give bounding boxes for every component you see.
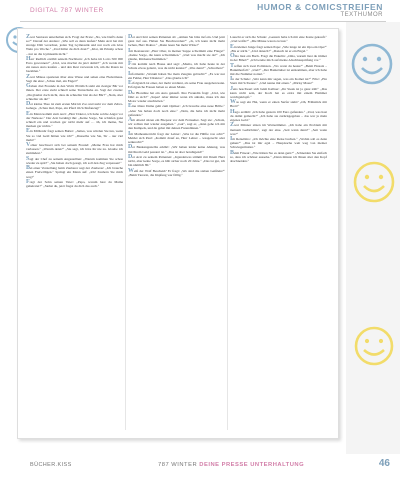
joke-paragraph	[128, 35, 225, 47]
joke-text: eiß der Wolf Bescheid? Er fragt: „Wo sind die sieben Geißlein?“ „Beim Tierarzt, die Impfung war fällig.“	[128, 168, 225, 177]
joke-text: nformatik: „Warum haben Sie mein Zeugnis gelöscht?“ „Es war nur ein Fehler, Herr Direktor.“ „Das glaube ich!“	[128, 71, 225, 80]
joke-paragraph	[128, 91, 225, 103]
joke-paragraph	[128, 104, 225, 116]
header-issue-label: DIGITAL 787 WINTER	[30, 7, 104, 14]
joke-text: ragt der Sohn seinen Vater: „Papa, warum hast du Mama geheiratet?“ „Siehst du, jetzt fragst du dich das auch.“	[26, 179, 123, 189]
joke-text: er Bankangestellte erklärt: „Wir haben leider keine Ahnung, was mit Ihrem Geld passiert ist.“ „Das ist aber beruhigend!“	[128, 145, 225, 154]
drop-initial: D	[128, 144, 133, 151]
page-header	[0, 0, 400, 22]
joke-text: in Mann kommt zum Arzt: „Herr Doktor, ich habe solche Angst vor der Narkose.“ Der Arzt beruhigt ihn: „Keine Sorge, Sie schlafen ganz schnell ein und wachen gar nicht mehr auf … äh, ich meine, Sie merken gar nichts.“	[26, 111, 123, 129]
joke-paragraph	[128, 132, 225, 144]
joke-text: ugo erzählt: „Ich habe gestern 100 Euro gefunden.“ „Und, was hast du damit gemacht?“ „Ich habe sie zurückgegeben – das war ja mein eigenes Geld.“	[230, 109, 327, 123]
drop-initial: E	[26, 110, 31, 117]
drop-initial: Z	[26, 73, 31, 80]
drop-initial: E	[128, 80, 133, 87]
joke-paragraph	[128, 155, 225, 167]
joke-paragraph	[230, 137, 327, 149]
joke-text: err Redlich erzählt seinem Nachbarn: „Ich habe im Lotto 500 000 Euro gewonnen!“ „Und, was machst du jetzt damit?“ „Ich werde mir ein neues Auto kaufen – und den Rest verwende ich, um die Raten zu bezahlen.“	[26, 56, 123, 74]
joke-text: ritz kommt nach Hause und sagt: „Mama, ich habe heute in der Schule etwas gelernt, was du nicht kannst!“ „Was denn?“ „Schreiben!“	[128, 62, 225, 71]
footer-issue	[158, 462, 304, 468]
drop-initial: B	[26, 165, 31, 172]
joke-paragraph	[26, 166, 123, 178]
side-panel	[346, 22, 400, 454]
joke-paragraph	[230, 87, 327, 99]
joke-text: ens beschwert sich beim Kellner: „Ihr Steak ist ja ganz zäh!“ „Das kann nicht sein, der Koch hat es extra mit einem Hammer weichgeklopft.“	[230, 86, 327, 99]
drop-initial: O	[230, 53, 235, 59]
drop-initial: Z	[26, 34, 31, 40]
joke-text: wei Männer sitzen im Wartezimmer. „Ich habe ein Problem mit meinem Gedächtnis“, sagt der eine. „Seit wann denn?“ „Seit wann was?“	[230, 123, 327, 136]
joke-text: in Millionär fragt seinen Butler: „James, was würden Sie tun, wenn Sie so viel Geld hätten wie ich?“ „Dasselbe wie Sie, Sir – nur viel mehr!“	[26, 129, 123, 142]
joke-text: as sagt ein Hai, wenn er einen Surfer sieht? „Oh, Frühstück mit Brett!“	[230, 100, 327, 109]
footer-publication: DEINE PRESSE UNTERHALTUNG	[199, 462, 305, 468]
drop-initial: I	[230, 76, 233, 83]
drop-initial: B	[230, 149, 235, 156]
joke-text: rfolgreich ist einer, der mehr verdient, als seine Frau ausgeben kann. Erfolgreiche Frauen haben so einen Mann.	[128, 81, 225, 90]
joke-paragraph	[26, 102, 123, 110]
joke-text: er Arzt zu seinem Patienten: „Irgendetwas stimmt mit Ihrem Herz nicht, aber keine Sorge, es hält sicher noch 20 Jahre.“ „Das ist gut, ich bin nämlich 80.“	[128, 154, 225, 168]
joke-text: m Restaurant: „Herr Ober, in meiner Suppe schwimmt eine Fliege!“ „Keine Sorge, die kann schwimmen.“ „Und was macht sie da?“ „Ich glaube, Rückenschwimmen.“	[128, 48, 225, 61]
drop-initial: E	[128, 103, 133, 110]
drop-initial: G	[26, 83, 31, 90]
drop-initial: T	[230, 62, 235, 69]
joke-paragraph	[128, 49, 225, 61]
joke-text: ie Blondine hat ein Auto gekauft. Ihre Freundin fragt: „Und, wie fährt es sich?“ „Super! Aber immer wenn ich anhalte, muss ich den Motor wieder anschieben.“	[128, 90, 225, 104]
footer-issue-number: 787 WINTER	[158, 462, 198, 468]
joke-paragraph	[26, 143, 123, 155]
joke-text: m Abend sitzen ein Ehepaar vor dem Fernseher. Sagt sie: „Schatz, wir sollten mal wieder ausgehen.“ „Gut“, sagt er, „dann gehe ich mit den Kumpels, und du gehst mit deinen Freundinnen.“	[128, 118, 225, 131]
joke-paragraph	[26, 84, 123, 101]
joke-text: agt der Chef zu seinem Angestellten: „Warum kommen Sie schon wieder zu spät?“ „Sie haben doch gesagt, ich soll den Zug verpassen!“	[26, 156, 123, 165]
drop-initial: D	[26, 101, 31, 108]
drop-initial: D	[128, 89, 133, 96]
joke-text: n der Schule: „Wer kann mir sagen, was ein Komet ist?“ Fritz: „Ein Stern mit Schwanz.“ „Und nenne mir einen.“ „Micky Maus!“	[230, 77, 327, 86]
joke-paragraph	[128, 145, 225, 153]
text-column-1	[26, 35, 123, 189]
joke-paragraph	[230, 100, 327, 108]
joke-paragraph	[128, 169, 225, 177]
smiley-face-icon	[352, 160, 396, 204]
page-footer	[0, 455, 400, 477]
joke-text: ma liest ein Buch. Fragt die Enkelin: „Oma, warum liest du immer in der Bibel?“ „Ich bereite mich auf meine Abschlussprüfung vor.“	[230, 54, 327, 63]
joke-text: Lauscht er sich die Schule: „Gestern habe ich mir eine Katze gekauft.“ „Und wofür?“ „Die Mäuse waren zu laut.“	[230, 35, 327, 44]
column-divider	[125, 35, 126, 430]
joke-text: m Reisebüro: „Ich möchte eine Reise buchen.“ „Wohin soll es denn gehen?“ „Das ist mir egal – Hauptsache weit weg von meiner Schwiegermutter.“	[230, 137, 327, 150]
joke-paragraph	[230, 151, 327, 163]
joke-text: in kleiner Junge fragt seinen Papa: „Wie lange ist ein Opa ein Opa?“ „Bis er stirbt.“ „Und danach?“ „Danach ist er ein Engel.“	[230, 44, 327, 53]
drop-initial: D	[128, 34, 133, 40]
joke-paragraph	[230, 45, 327, 53]
column-divider	[227, 35, 228, 430]
joke-paragraph	[26, 75, 123, 83]
section-title: HUMOR & COMICSTREIFEN	[257, 2, 383, 12]
joke-paragraph	[128, 118, 225, 130]
joke-paragraph	[128, 81, 225, 89]
drop-initial: W	[230, 99, 236, 106]
joke-paragraph	[230, 123, 327, 135]
drop-initial: E	[230, 43, 235, 50]
joke-text: ine ältere Dame geht zum Optiker: „Ich brauche eine neue Brille.“ „Aber Sie haben doch noch eine.“ „Nein, die habe ich nicht mehr gefunden.“	[128, 104, 225, 117]
joke-text: ei einer Vorstellung beim Zauberer sagt der Zauberer: „Ich brauche einen Freiwilligen.“ Springt ein Mann auf: „Ich! Zaubern Sie mich weg!“	[26, 166, 123, 179]
smiley-face-icon	[353, 325, 395, 367]
drop-initial: I	[128, 47, 131, 54]
joke-text: wei Mäuse spazieren über eine Wiese und sehen eine Fledermaus. Sagt die eine: „Schau mal, ein Engel!“	[26, 74, 123, 83]
joke-text: ehen drei Freunde in den Wald. Plötzlich steht ein riesiger Bär vor ihnen. Der erste zieht schnell seine Turnschuhe an. Sagt der zweite: „Du glaubst doch nicht, dass du schneller bist als der Bär?“ „Nein, aber schneller als du!“	[26, 84, 123, 101]
text-column-3	[230, 35, 327, 164]
smiley-face-icon	[350, 42, 394, 86]
header-divider	[20, 21, 386, 22]
drop-initial: I	[128, 70, 131, 77]
joke-paragraph	[230, 77, 327, 85]
joke-paragraph	[26, 129, 123, 141]
joke-text: m Matheunterricht fragt der Lehrer: „Was ist die Hälfte von acht?“ Meldet sich Paul: „Kommt drauf an, Herr Lehrer – waagerecht oder senkrecht?“	[128, 131, 225, 145]
joke-paragraph	[230, 110, 327, 122]
joke-paragraph	[230, 64, 327, 76]
drop-initial: I	[230, 136, 233, 143]
joke-text: eim Friseur: „Wie hätten Sie es denn gern?“ „Schneiden Sie einfach so, dass ich schöner aussehe.“ „Dann müsste ich Ihnen aber den Kopf abschneiden.“	[230, 150, 327, 164]
drop-initial: A	[128, 117, 133, 124]
joke-text: wei Senioren unterhalten sich. Fragt der Erste: „Na, wie läuft's denn so?“ Darauf der Andere: „Wie soll es denn laufen? Mein Arzt hat mir strenge Diät verordnet, jeden Tag Gymnastik und nur noch ein Glas Wein pro Woche.“ „Und hältst du dich dran?“ „Klar, im Prinzip schon – nur an die Gymnastik nicht.“	[26, 35, 123, 56]
joke-text: er kleine Theo ist zum ersten Mal im Zoo und steht vor dem Zebra-Gehege. „Schau mal, Papa, ein Pferd im Schlafanzug!“	[26, 102, 123, 111]
joke-paragraph	[230, 35, 327, 43]
page-number: 46	[378, 458, 390, 469]
joke-text: olker beschwert sich bei seinem Freund: „Meine Frau hat mich verlassen.“ „Warum denn?“ „Sie sagt, ich höre ihr nie zu. Glaube ich zumindest.“	[26, 143, 123, 156]
joke-paragraph	[26, 180, 123, 188]
joke-paragraph	[26, 57, 123, 74]
joke-paragraph	[128, 72, 225, 80]
drop-initial: E	[26, 128, 31, 135]
text-page	[17, 28, 339, 439]
joke-paragraph	[230, 54, 327, 62]
text-column-2	[128, 35, 225, 178]
section-subtitle: TEXTHUMOR	[340, 12, 383, 18]
drop-initial: F	[26, 178, 30, 185]
drop-initial: S	[26, 155, 30, 162]
drop-initial: J	[230, 85, 233, 92]
drop-initial: V	[26, 142, 31, 149]
drop-initial: Z	[230, 122, 235, 129]
joke-paragraph	[128, 62, 225, 70]
drop-initial: I	[128, 130, 131, 137]
drop-initial: H	[230, 108, 235, 115]
footer-publisher: BÜCHER.KISS	[30, 462, 72, 468]
joke-text: reffen sich zwei Polizisten. „Wo warst du heute?“ „Beim Einsatz – Banküberfall.“ „Und?“ „Der Bankräuber ist entkommen, aber ich habe mir die Nummer notiert.“	[230, 63, 327, 76]
joke-paragraph	[26, 112, 123, 129]
joke-paragraph	[26, 35, 123, 56]
drop-initial: F	[128, 61, 132, 68]
drop-initial: D	[128, 153, 133, 160]
drop-initial: H	[26, 55, 31, 62]
joke-text: er Arzt hört seinen Patienten ab: „Atmen Sie bitte tief ein. Und jetzt ganz tief aus. Haben Sie Beschwerden?“ „Ja, ich kann nicht mehr lachen, Herr Doktor.“ „Dann lesen Sie mehr Witze!“	[128, 35, 225, 48]
joke-paragraph	[26, 157, 123, 165]
drop-initial: W	[128, 167, 134, 174]
